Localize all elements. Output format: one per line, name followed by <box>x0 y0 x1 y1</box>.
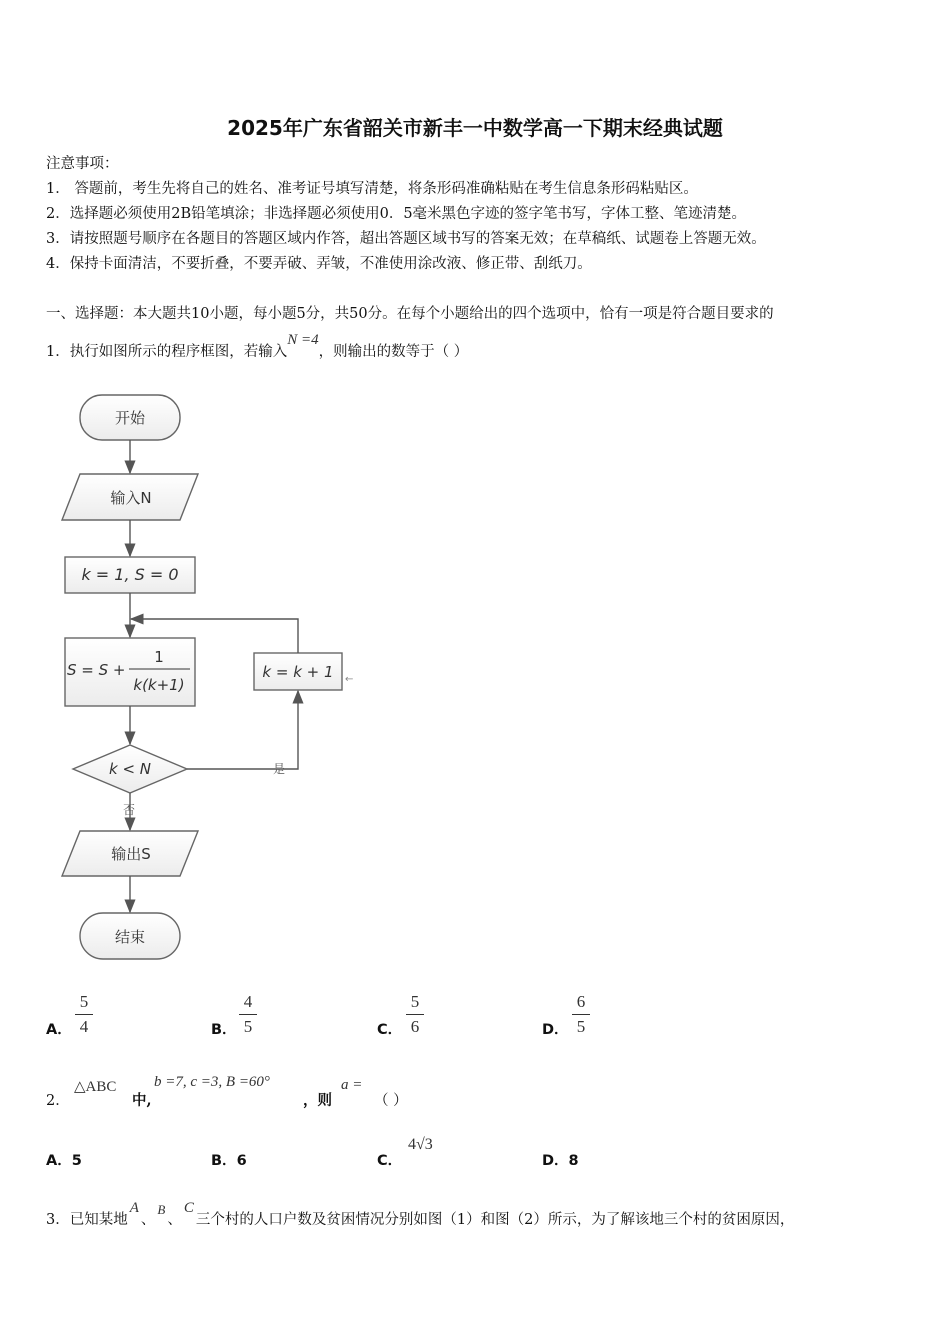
yes-label: 是 <box>273 762 286 776</box>
q3-village-c: C <box>183 1200 194 1216</box>
q1-option-a-num: 5 <box>79 992 89 1011</box>
no-label: 否 <box>123 803 136 817</box>
q1-math: N =4 <box>287 332 319 348</box>
q2-ask: a = <box>341 1077 363 1093</box>
q2-option-c-value: 4√3 <box>408 1136 433 1153</box>
q1-stem <box>46 332 469 361</box>
notice-heading: 注意事项： <box>46 156 119 172</box>
q3-village-a: A <box>129 1200 139 1216</box>
q1-option-c-num: 5 <box>410 992 420 1011</box>
q1-option-a-label: A． <box>46 1022 72 1038</box>
q3-sep1: 、 <box>140 1212 156 1228</box>
q2-then: ，则 <box>303 1092 332 1109</box>
q2-option-d-label: D． <box>542 1153 569 1169</box>
q2-option-b-value: 6 <box>236 1153 247 1169</box>
end-label: 结束 <box>114 928 146 946</box>
arrow-mark: ← <box>345 674 354 685</box>
q2-option-b-label: B． <box>211 1153 237 1169</box>
q2-option-d <box>542 1149 579 1170</box>
page-title: 2025年广东省韶关市新丰一中数学高一下期末经典试题 <box>227 116 723 140</box>
q2-conditions: b =7, c =3, B =60° <box>154 1074 270 1090</box>
q2-option-d-value: 8 <box>568 1153 579 1169</box>
q3-village-b: B <box>157 1202 166 1217</box>
notice-item-2: 2．选择题必须使用2B铅笔填涂；非选择题必须使用0．5毫米黑色字迹的签字笔书写，字体工整、笔迹清楚。 <box>46 206 747 222</box>
q2-paren: （ ） <box>374 1093 408 1109</box>
q1-option-b-den: 5 <box>243 1017 253 1036</box>
q1-option-d-label: D． <box>542 1022 569 1038</box>
q1-prefix: 1．执行如图所示的程序框图，若输入 <box>46 344 288 360</box>
q3-suffix: 三个村的人口户数及贫困情况分别如图（1）和图（2）所示，为了解该地三个村的贫困原因， <box>195 1212 795 1228</box>
arrow-condition-update <box>187 691 298 769</box>
q1-option-a-fraction <box>75 992 93 1037</box>
formula-lhs: S = S + <box>67 661 126 679</box>
q3-sep2: 、 <box>167 1212 182 1228</box>
notice-item-4: 4．保持卡面清洁，不要折叠，不要弄破、弄皱，不准使用涂改液、修正带、刮纸刀。 <box>46 256 592 272</box>
q1-option-c-den: 6 <box>410 1017 420 1036</box>
formula-denominator: k(k+1) <box>133 676 185 694</box>
output-label: 输出S <box>111 845 151 863</box>
formula-numerator: 1 <box>154 648 164 666</box>
q2-option-a <box>46 1149 82 1170</box>
input-label: 输入N <box>110 489 152 507</box>
q1-option-b-label: B． <box>211 1022 237 1038</box>
q1-option-c-label: C． <box>377 1022 403 1038</box>
q1-option-a-den: 4 <box>79 1017 89 1036</box>
notice-item-1: 1． 答题前，考生先将自己的姓名、准考证号填写清楚，将条形码准确粘贴在考生信息条形码粘贴区。 <box>46 181 698 197</box>
q1-option-d-num: 6 <box>576 992 586 1011</box>
q2-triangle: △ABC <box>74 1079 117 1095</box>
q1-option-b-num: 4 <box>243 992 253 1011</box>
q3-stem <box>46 1200 795 1229</box>
q2-option-b <box>211 1149 247 1170</box>
condition-label: k < N <box>108 760 152 778</box>
q2-option-a-value: 5 <box>71 1153 82 1169</box>
flowchart <box>55 385 365 970</box>
q3-prefix: 3．已知某地 <box>46 1212 128 1228</box>
q1-suffix: ，则输出的数等于（ ） <box>318 344 469 360</box>
section-heading: 一、选择题：本大题共10小题，每小题5分，共50分。在每个小题给出的四个选项中，恰有一项是符合题目要求的 <box>46 306 774 322</box>
q2-option-c-label: C． <box>377 1153 403 1169</box>
q2-option-a-label: A． <box>46 1153 72 1169</box>
q2-number: 2． <box>46 1093 70 1109</box>
update-label: k = k + 1 <box>262 663 334 681</box>
q1-option-b-fraction <box>239 992 257 1037</box>
init-label: k = 1, S = 0 <box>81 565 179 584</box>
q1-option-c-fraction <box>406 992 424 1037</box>
q1-option-d-fraction <box>572 992 590 1037</box>
start-label: 开始 <box>114 409 146 427</box>
notice-item-3: 3．请按照题号顺序在各题目的答题区域内作答，超出答题区域书写的答案无效；在草稿纸、试题卷上答题无效。 <box>46 231 766 247</box>
q2-mid: 中, <box>132 1092 152 1109</box>
q1-option-d-den: 5 <box>576 1017 586 1036</box>
